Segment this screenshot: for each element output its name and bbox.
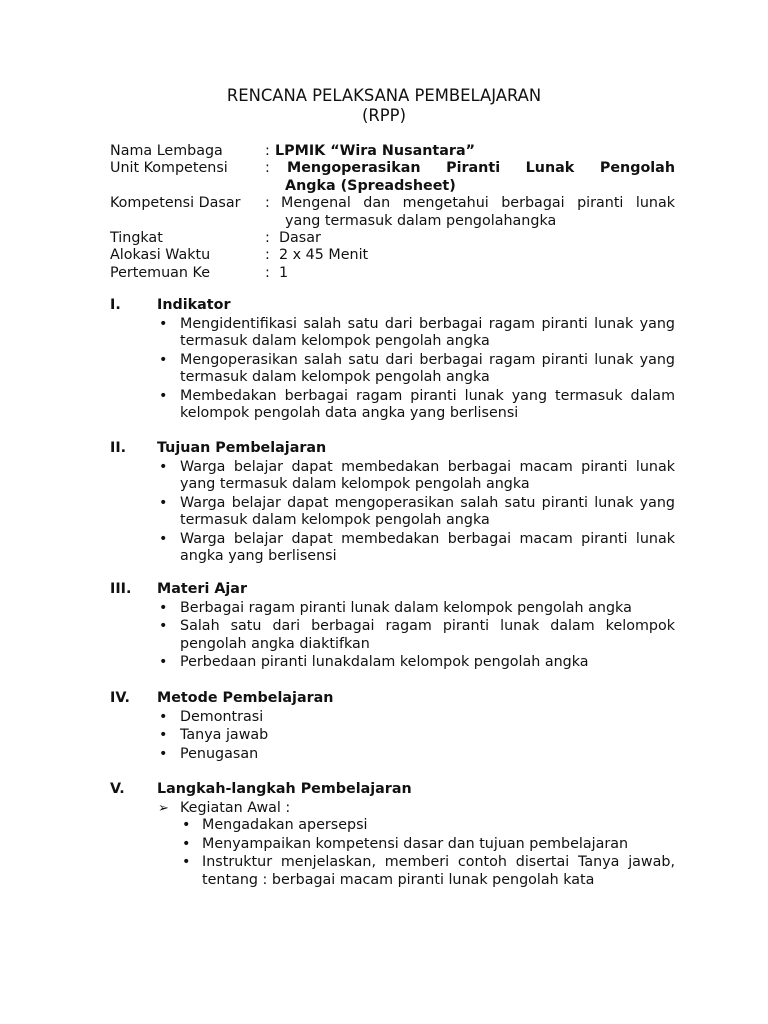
meta-row-kompetensi-dasar	[110, 195, 675, 230]
section-materi-ajar	[110, 581, 675, 673]
meta-value: 2 x 45 Menit	[279, 247, 369, 264]
meta-colon: :	[265, 195, 270, 212]
section-number: II.	[110, 440, 127, 456]
section-tujuan-pembelajaran	[110, 440, 675, 566]
title-line-2: (RPP)	[362, 106, 406, 125]
list-item: • Mengoperasikan salah satu dari berbagai ragam piranti lunak yang termasuk dalam kelompok pengolah angka	[157, 352, 675, 387]
arrow-bullet-icon: ➢	[158, 801, 169, 816]
meta-colon: :	[265, 247, 270, 264]
section-heading	[110, 440, 675, 459]
meta-row-alokasi-waktu	[110, 247, 675, 264]
section-heading	[110, 781, 675, 800]
list-item: • Membedakan berbagai ragam piranti lunak yang termasuk dalam kelompok pengolah data angka yang berlisensi	[157, 388, 675, 423]
list-item: • Instruktur menjelaskan, memberi contoh disertai Tanya jawab, tentang : berbagai macam piranti lunak pengolah kata	[180, 854, 675, 889]
section-title: Metode Pembelajaran	[157, 690, 334, 706]
meta-row-pertemuan	[110, 265, 675, 282]
list-item: • Warga belajar dapat membedakan berbagai macam piranti lunak angka yang berlisensi	[157, 531, 675, 566]
meta-label: Alokasi Waktu	[110, 247, 211, 264]
meta-row-lembaga	[110, 143, 675, 160]
section-title: Tujuan Pembelajaran	[157, 440, 327, 456]
list-item: • Warga belajar dapat mengoperasikan salah satu piranti lunak yang termasuk dalam kelompok pengolah angka	[157, 495, 675, 530]
identity-table	[110, 143, 675, 282]
list-item: • Tanya jawab	[157, 727, 675, 744]
list-item: • Demontrasi	[157, 709, 675, 726]
meta-value-line-1: Mengenal dan mengetahui berbagai piranti lunak	[281, 195, 675, 212]
meta-value	[275, 195, 675, 230]
list-item: • Salah satu dari berbagai ragam piranti lunak dalam kelompok pengolah angka diaktifkan	[157, 618, 675, 653]
title-line-1: RENCANA PELAKSANA PEMBELAJARAN	[226, 86, 542, 105]
meta-value-line-2: yang termasuk dalam pengolahangka	[285, 212, 557, 229]
list-item: • Penugasan	[157, 746, 675, 763]
section-number: III.	[110, 581, 132, 597]
bullet-list	[110, 817, 675, 889]
section-heading	[110, 297, 675, 316]
meta-label: Pertemuan Ke	[110, 264, 211, 281]
meta-colon: :	[265, 264, 270, 281]
sub-heading-text: Kegiatan Awal :	[180, 800, 291, 816]
list-item: • Warga belajar dapat membedakan berbagai macam piranti lunak yang termasuk dalam kelompok pengolah angka	[157, 459, 675, 494]
section-metode-pembelajaran	[110, 690, 675, 764]
list-item: • Perbedaan piranti lunakdalam kelompok pengolah angka	[157, 654, 675, 671]
list-item: • Mengidentifikasi salah satu dari berbagai ragam piranti lunak yang termasuk dalam kelompok pengolah angka	[157, 316, 675, 351]
meta-row-tingkat	[110, 230, 675, 247]
section-title: Materi Ajar	[157, 581, 247, 597]
sub-heading-kegiatan-awal	[110, 800, 675, 817]
section-number: IV.	[110, 690, 130, 706]
meta-label: Unit Kompetensi	[110, 160, 228, 177]
section-langkah-pembelajaran	[110, 781, 675, 890]
list-item: • Menyampaikan kompetensi dasar dan tujuan pembelajaran	[180, 836, 675, 853]
meta-value-line-1: Mengoperasikan Piranti Lunak Pengolah	[287, 160, 675, 177]
meta-colon: :	[265, 160, 270, 177]
meta-colon: :	[265, 143, 270, 159]
bullet-list	[110, 316, 675, 422]
section-number: I.	[110, 297, 121, 313]
section-heading	[110, 690, 675, 709]
meta-value: 1	[279, 264, 289, 281]
meta-label: Nama Lembaga	[110, 143, 223, 159]
meta-label: Kompetensi Dasar	[110, 195, 241, 212]
bullet-list	[110, 459, 675, 565]
meta-value-line-2: Angka (Spreadsheet)	[285, 177, 456, 194]
meta-row-unit-kompetensi	[110, 160, 675, 195]
section-heading	[110, 581, 675, 600]
section-title: Indikator	[157, 297, 231, 313]
bullet-list	[110, 709, 675, 763]
meta-value: Dasar	[279, 230, 321, 247]
section-title: Langkah-langkah Pembelajaran	[157, 781, 412, 797]
meta-colon: :	[265, 230, 270, 247]
section-indikator	[110, 297, 675, 423]
list-item: • Berbagai ragam piranti lunak dalam kelompok pengolah angka	[157, 600, 675, 617]
meta-value: LPMIK “Wira Nusantara”	[275, 143, 475, 159]
meta-value	[275, 160, 675, 195]
bullet-list	[110, 600, 675, 672]
meta-label: Tingkat	[110, 230, 163, 247]
list-item: • Mengadakan apersepsi	[180, 817, 675, 834]
section-number: V.	[110, 781, 125, 797]
document-title	[0, 86, 768, 126]
